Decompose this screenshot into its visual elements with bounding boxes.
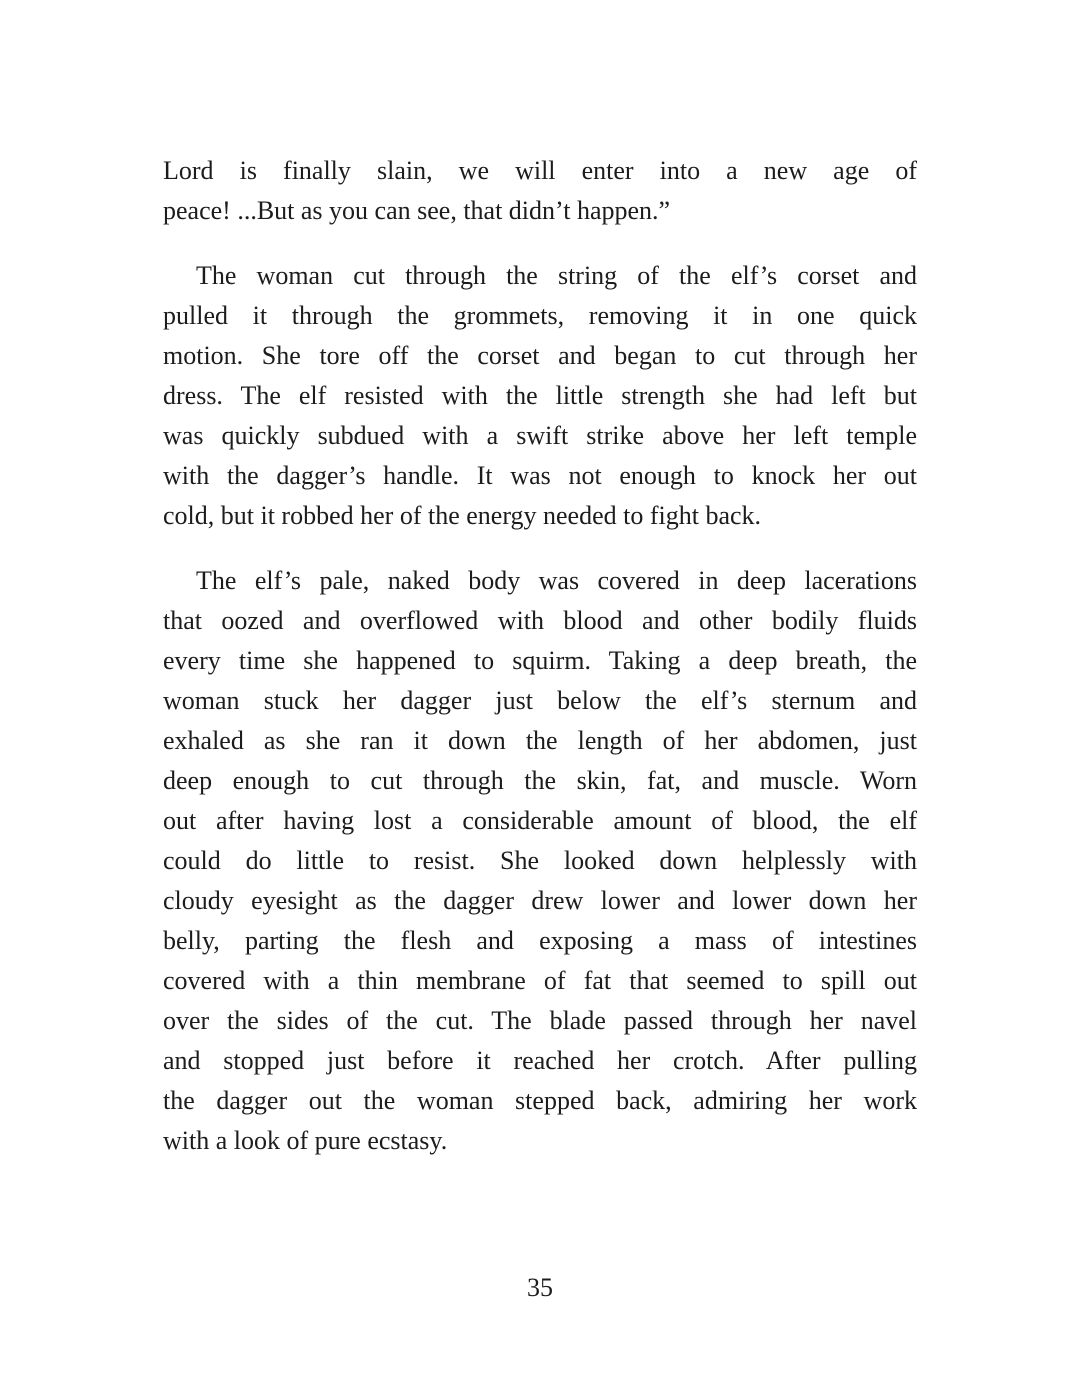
text-line: every time she happened to squirm. Taking a deep breath, the	[163, 646, 917, 675]
page-number: 35	[527, 1273, 553, 1302]
text-line: the dagger out the woman stepped back, admiring her work	[163, 1086, 917, 1115]
text-line: out after having lost a considerable amount of blood, the elf	[163, 806, 917, 835]
paragraph	[163, 256, 917, 536]
text-line: could do little to resist. She looked down helplessly with	[163, 846, 917, 875]
text-line: belly, parting the flesh and exposing a mass of intestines	[163, 926, 917, 955]
text-line: Lord is finally slain, we will enter into a new age of	[163, 156, 917, 185]
text-line: that oozed and overflowed with blood and other bodily fluids	[163, 606, 917, 635]
text-line: was quickly subdued with a swift strike above her left temple	[163, 421, 917, 450]
paragraph	[163, 151, 917, 231]
text-line: woman stuck her dagger just below the elf’s sternum and	[163, 686, 917, 715]
text-line: exhaled as she ran it down the length of her abdomen, just	[163, 726, 917, 755]
text-line: pulled it through the grommets, removing it in one quick	[163, 301, 917, 330]
text-line: The elf’s pale, naked body was covered in deep lacerations	[196, 566, 917, 595]
text-line: motion. She tore off the corset and began to cut through her	[163, 341, 917, 370]
text-block	[163, 151, 917, 1161]
text-line: with a look of pure ecstasy.	[163, 1126, 448, 1155]
text-line: peace! ...But as you can see, that didn’t happen.”	[163, 196, 671, 225]
text-line: with the dagger’s handle. It was not enough to knock her out	[163, 461, 917, 490]
text-line: cold, but it robbed her of the energy needed to fight back.	[163, 501, 762, 530]
text-line: cloudy eyesight as the dagger drew lower and lower down her	[163, 886, 917, 915]
text-line: over the sides of the cut. The blade passed through her navel	[163, 1006, 917, 1035]
paragraph	[163, 561, 917, 1161]
text-line: dress. The elf resisted with the little strength she had left but	[163, 381, 917, 410]
text-line: deep enough to cut through the skin, fat, and muscle. Worn	[163, 766, 917, 795]
text-line: and stopped just before it reached her crotch. After pulling	[163, 1046, 917, 1075]
text-line: The woman cut through the string of the elf’s corset and	[196, 261, 917, 290]
text-line: covered with a thin membrane of fat that seemed to spill out	[163, 966, 917, 995]
